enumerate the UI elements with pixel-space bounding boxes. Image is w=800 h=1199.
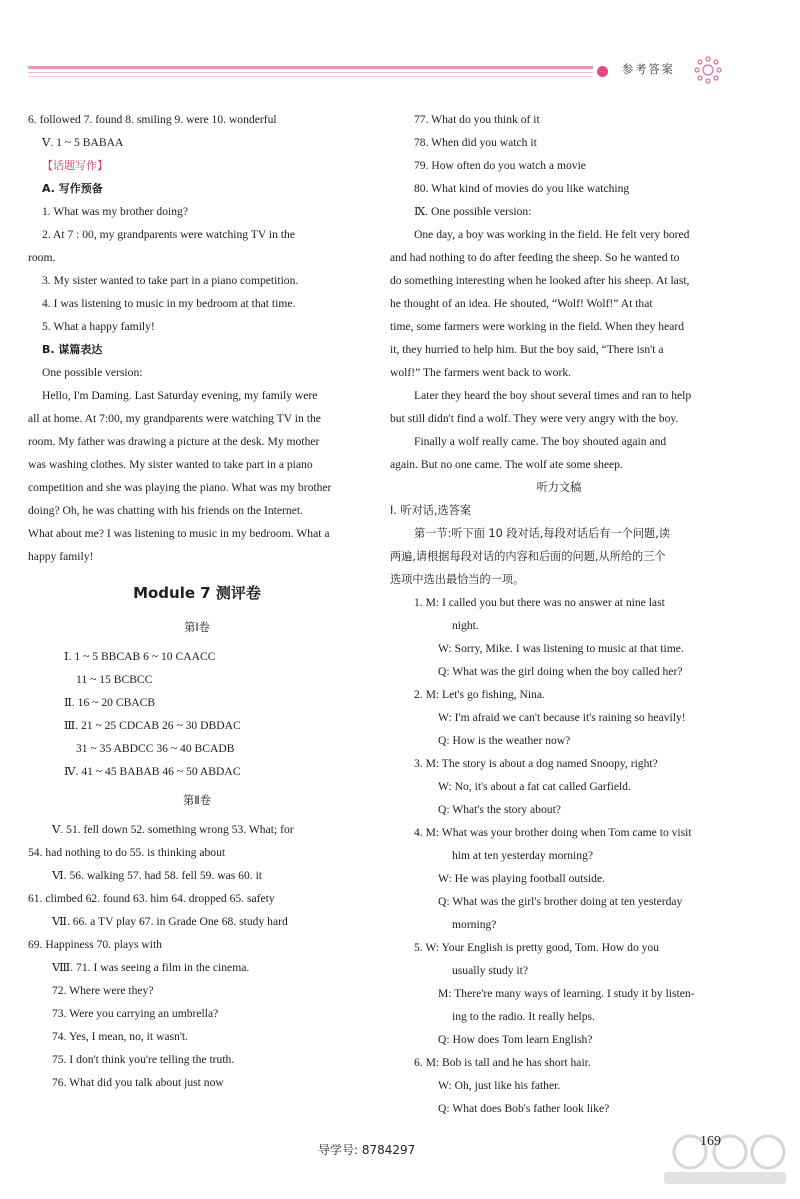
dialogue-line: Q: How is the weather now? <box>438 734 571 747</box>
instruction-line: 选项中选出最恰当的一项。 <box>390 573 525 586</box>
left-column <box>28 108 366 1094</box>
answer-line: 80. What kind of movies do you like watching <box>414 182 630 195</box>
answer-line: Ⅸ. One possible version: <box>414 205 532 218</box>
section-b-heading: B. 谋篇表达 <box>42 343 103 356</box>
story-paragraph <box>390 223 728 476</box>
essay-paragraph <box>28 384 366 568</box>
dialogue-line: 5. W: Your English is pretty good, Tom. How do you <box>414 941 660 954</box>
essay-line: Hello, I'm Daming. Last Saturday evening, my family were <box>42 389 318 402</box>
story-line: do something interesting when he looked after his sheep. At last, <box>390 274 690 287</box>
answer-key-line: Ⅵ. 56. walking 57. had 58. fell 59. was 60. it <box>52 869 263 882</box>
answer-key-line: Ⅰ. 1 ~ 5 BBCAB 6 ~ 10 CAACC <box>64 650 216 663</box>
dialogue-line: Q: How does Tom learn English? <box>438 1033 593 1046</box>
essay-line: all at home. At 7:00, my grandparents were watching TV in the <box>28 412 321 425</box>
story-line: Later they heard the boy shout several times and ran to help <box>414 389 692 402</box>
answer-key-line: 72. Where were they? <box>52 984 154 997</box>
dialogue-line: 1. M: I called you but there was no answer at nine last <box>414 596 665 609</box>
answer-line: 4. I was listening to music in my bedroom at that time. <box>42 297 296 310</box>
module-title: Module 7 测评卷 <box>133 584 261 602</box>
answer-line: 77. What do you think of it <box>414 113 540 126</box>
instruction-line: 两遍,请根据每段对话的内容和后面的问题,从所给的三个 <box>390 550 666 563</box>
answer-key-line: Ⅱ. 16 ~ 20 CBACB <box>64 696 156 709</box>
flower-ornament-icon <box>692 54 724 86</box>
section-a-heading: A. 写作预备 <box>42 182 103 195</box>
header-dot-icon <box>597 66 608 77</box>
story-line: he thought of an idea. He shouted, “Wolf! Wolf!” At that <box>390 297 653 310</box>
header-rule <box>28 66 593 69</box>
dialogue-line: W: No, it's about a fat cat called Garfield. <box>438 780 631 793</box>
listening-section-heading: Ⅰ. 听对话,选答案 <box>390 504 472 517</box>
essay-line: doing? Oh, he was chatting with his friends on the Internet. <box>28 504 303 517</box>
answer-line: room. <box>28 251 56 264</box>
answer-key-line: Ⅳ. 41 ~ 45 BABAB 46 ~ 50 ABDAC <box>64 765 241 778</box>
answer-line: 1. What was my brother doing? <box>42 205 188 218</box>
topic-writing-tag: 【话题写作】 <box>42 159 108 172</box>
answer-line: 5. What a happy family! <box>42 320 155 333</box>
dialogue-line: W: Oh, just like his father. <box>438 1079 561 1092</box>
story-line: Finally a wolf really came. The boy shouted again and <box>414 435 667 448</box>
dialogue-line: him at ten yesterday morning? <box>452 849 594 862</box>
dialogue-line: Q: What was the girl doing when the boy called her? <box>438 665 683 678</box>
story-line: time, some farmers were working in the field. When they heard <box>390 320 685 333</box>
answer-key-line: Ⅶ. 66. a TV play 67. in Grade One 68. study hard <box>52 915 288 928</box>
dialogue-line: night. <box>452 619 479 632</box>
answer-line: One possible version: <box>42 366 143 379</box>
dialogue-line: usually study it? <box>452 964 528 977</box>
story-line: One day, a boy was working in the field. He felt very bored <box>414 228 690 241</box>
header-rule-thin <box>28 72 593 73</box>
story-line: wolf!” The farmers went back to work. <box>390 366 572 379</box>
volume-one-heading: 第Ⅰ卷 <box>184 621 210 634</box>
header-title: 参考答案 <box>622 63 675 76</box>
dialogue-line: Q: What does Bob's father look like? <box>438 1102 610 1115</box>
answer-line: 3. My sister wanted to take part in a piano competition. <box>42 274 299 287</box>
essay-line: What about me? I was listening to music in my bedroom. What a <box>28 527 330 540</box>
footer-code: 导学号: 8784297 <box>318 1143 416 1157</box>
answer-key-line: 54. had nothing to do 55. is thinking about <box>28 846 226 859</box>
dialogue-line: Q: What was the girl's brother doing at ten yesterday <box>438 895 683 908</box>
essay-line: room. My father was drawing a picture at the desk. My mother <box>28 435 320 448</box>
watermark-logo-icon <box>660 1128 790 1188</box>
answer-line: Ⅴ. 1 ~ 5 BABAA <box>42 136 124 149</box>
answer-paragraph <box>28 223 366 269</box>
answer-key-line: 11 ~ 15 BCBCC <box>76 673 153 686</box>
answer-key-line: Ⅲ. 21 ~ 25 CDCAB 26 ~ 30 DBDAC <box>64 719 241 732</box>
dialogue-line: 4. M: What was your brother doing when Tom came to visit <box>414 826 692 839</box>
header-rule-faint <box>28 76 593 77</box>
dialogue-line: 3. M: The story is about a dog named Snoopy, right? <box>414 757 658 770</box>
essay-line: was washing clothes. My sister wanted to take part in a piano <box>28 458 313 471</box>
dialogue-line: 6. M: Bob is tall and he has short hair. <box>414 1056 591 1069</box>
volume-two-heading: 第Ⅱ卷 <box>183 794 211 807</box>
answer-key-line: 74. Yes, I mean, no, it wasn't. <box>52 1030 189 1043</box>
right-column <box>390 108 728 1120</box>
dialogue-line: 2. M: Let's go fishing, Nina. <box>414 688 545 701</box>
story-line: but still didn't find a wolf. They were very angry with the boy. <box>390 412 679 425</box>
answer-line: 6. followed 7. found 8. smiling 9. were 10. wonderful <box>28 113 277 126</box>
answer-key-line: 75. I don't think you're telling the truth. <box>52 1053 235 1066</box>
page-number: 169 <box>700 1134 721 1149</box>
dialogue-line: ing to the radio. It really helps. <box>452 1010 595 1023</box>
answer-line: 2. At 7 : 00, my grandparents were watching TV in the <box>42 228 295 241</box>
instruction-line: 第一节:听下面 10 段对话,每段对话后有一个问题,读 <box>414 527 670 540</box>
answer-key-line: Ⅷ. 71. I was seeing a film in the cinema. <box>52 961 250 974</box>
story-line: again. But no one came. The wolf ate some sheep. <box>390 458 623 471</box>
dialogue-line: M: There're many ways of learning. I study it by listen- <box>438 987 695 1000</box>
essay-line: happy family! <box>28 550 94 563</box>
dialogue-line: W: Sorry, Mike. I was listening to music at that time. <box>438 642 684 655</box>
answer-key-line: 61. climbed 62. found 63. him 64. dropped 65. safety <box>28 892 275 905</box>
answer-key-line: 73. Were you carrying an umbrella? <box>52 1007 219 1020</box>
answer-key-line: 76. What did you talk about just now <box>52 1076 224 1089</box>
answer-key-line: 69. Happiness 70. plays with <box>28 938 162 951</box>
dialogue-line: Q: What's the story about? <box>438 803 561 816</box>
story-line: it, they hurried to help him. But the boy said, “There isn't a <box>390 343 664 356</box>
listening-script-title: 听力文稿 <box>536 481 582 494</box>
answer-key-line: 31 ~ 35 ABDCC 36 ~ 40 BCADB <box>76 742 235 755</box>
answer-key-line: Ⅴ. 51. fell down 52. something wrong 53. What; for <box>52 823 294 836</box>
dialogue-line: W: I'm afraid we can't because it's raining so heavily! <box>438 711 686 724</box>
answer-line: 78. When did you watch it <box>414 136 537 149</box>
essay-line: competition and she was playing the piano. What was my brother <box>28 481 332 494</box>
dialogue-line: W: He was playing football outside. <box>438 872 605 885</box>
answer-line: 79. How often do you watch a movie <box>414 159 586 172</box>
dialogue-line: morning? <box>452 918 497 931</box>
story-line: and had nothing to do after feeding the sheep. So he wanted to <box>390 251 680 264</box>
